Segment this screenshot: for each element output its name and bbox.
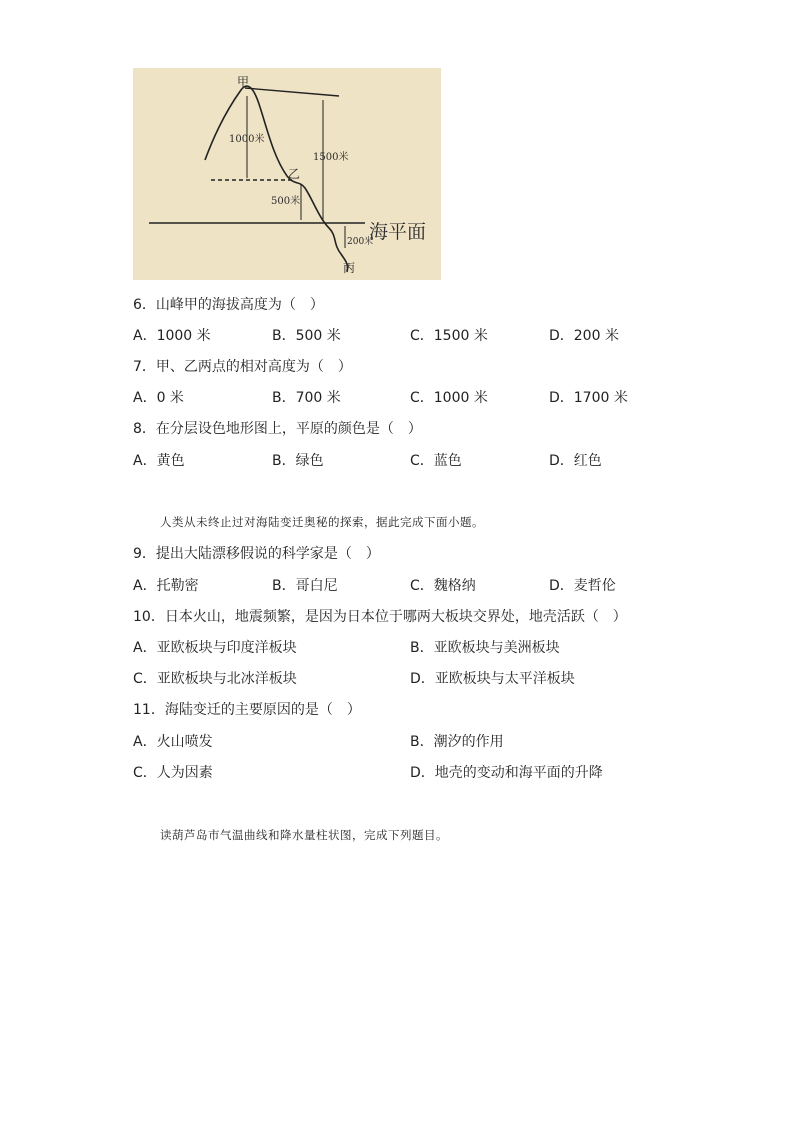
q10-option-d[interactable]: D．亚欧板块与太平洋板块 (410, 671, 575, 687)
q6-option-d[interactable]: D．200 米 (549, 328, 619, 344)
q7-option-b[interactable]: B．700 米 (272, 390, 341, 406)
section-intro-sea-land: 人类从未终止过对海陆变迁奥秘的探索，据此完成下面小题。 (160, 515, 484, 529)
terrain-profile-svg (133, 68, 441, 280)
low-label: 丙 (343, 261, 356, 275)
q7-option-a[interactable]: A．0 米 (133, 390, 184, 406)
question-10-stem: 10．日本火山，地震频繁，是因为日本位于哪两大板块交界处，地壳活跃（ ） (133, 609, 627, 625)
question-11-stem: 11．海陆变迁的主要原因的是（ ） (133, 702, 361, 718)
question-7-stem: 7．甲、乙两点的相对高度为（ ） (133, 359, 352, 375)
q9-option-a[interactable]: A．托勒密 (133, 578, 199, 594)
q11-option-c[interactable]: C．人为因素 (133, 765, 213, 781)
q9-option-c[interactable]: C．魏格纳 (410, 578, 476, 594)
section-intro-climate-chart: 读葫芦岛市气温曲线和降水量柱状图，完成下列题目。 (160, 828, 448, 842)
q8-option-a[interactable]: A．黄色 (133, 453, 185, 469)
q6-option-b[interactable]: B．500 米 (272, 328, 341, 344)
q8-option-c[interactable]: C．蓝色 (410, 453, 462, 469)
mid-label: 乙 (288, 167, 301, 181)
q9-option-d[interactable]: D．麦哲伦 (549, 578, 616, 594)
q11-option-a[interactable]: A．火山喷发 (133, 734, 213, 750)
height-500-label: 500米 (271, 196, 301, 207)
q11-option-b[interactable]: B．潮汐的作用 (410, 734, 504, 750)
q6-option-a[interactable]: A．1000 米 (133, 328, 211, 344)
q7-option-c[interactable]: C．1000 米 (410, 390, 488, 406)
peak-reference-line (245, 88, 339, 96)
height-1000-label: 1000米 (229, 134, 265, 145)
question-8-stem: 8．在分层设色地形图上，平原的颜色是（ ） (133, 421, 422, 437)
q7-option-d[interactable]: D．1700 米 (549, 390, 628, 406)
sea-level-label: 海平面 (369, 221, 427, 243)
q6-option-c[interactable]: C．1500 米 (410, 328, 488, 344)
q10-option-b[interactable]: B．亚欧板块与美洲板块 (410, 640, 560, 656)
q9-option-b[interactable]: B．哥白尼 (272, 578, 338, 594)
mountain-profile-line (205, 86, 348, 272)
q11-option-d[interactable]: D．地壳的变动和海平面的升降 (410, 765, 603, 781)
question-6-stem: 6．山峰甲的海拔高度为（ ） (133, 297, 324, 313)
q8-option-d[interactable]: D．红色 (549, 453, 602, 469)
q8-option-b[interactable]: B．绿色 (272, 453, 324, 469)
q10-option-a[interactable]: A．亚欧板块与印度洋板块 (133, 640, 297, 656)
question-9-stem: 9．提出大陆漂移假说的科学家是（ ） (133, 546, 380, 562)
terrain-profile-figure (133, 68, 441, 280)
q10-option-c[interactable]: C．亚欧板块与北冰洋板块 (133, 671, 297, 687)
peak-label: 甲 (237, 75, 250, 89)
height-200-label: 200米 (347, 237, 374, 247)
height-1500-label: 1500米 (313, 152, 349, 163)
